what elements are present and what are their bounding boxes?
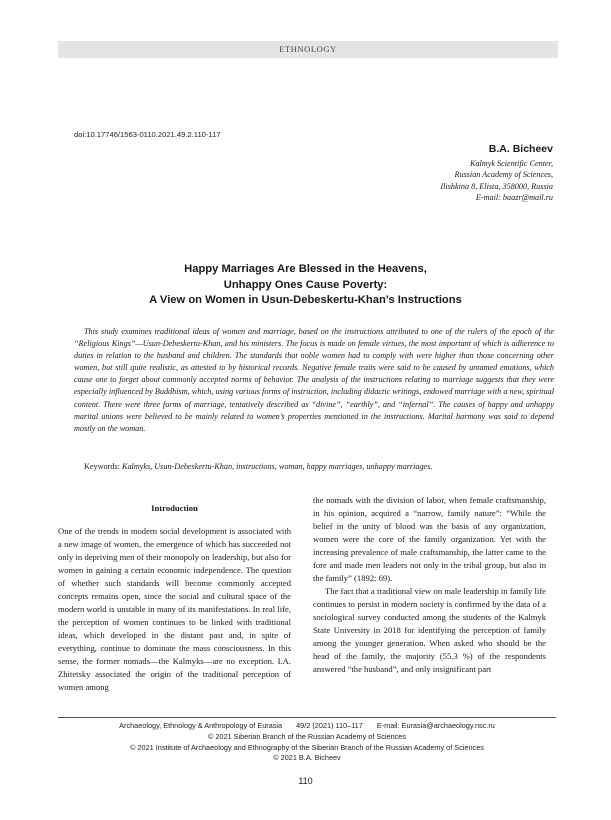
keywords-label: Keywords:: [84, 462, 120, 471]
body-paragraph: the nomads with the division of labor, when female craftsmanship, in his opinion, acquired a “narrow, family nature”: “While the belief in the unity of blood was the basis of any organization, women were the core of the family organization. Yet with the increasing prevalence of male craftsmanship, the latter came to the fore and made men leaders not only in the tribal group, but also in the family” (1892: 69).: [313, 495, 546, 583]
left-column: [58, 494, 291, 694]
title-line: Happy Marriages Are Blessed in the Heavens,: [184, 263, 427, 275]
copyright-line: © 2021 B.A. Bicheev: [273, 753, 341, 763]
footer-divider: [58, 717, 556, 718]
affiliation-line: Kalmyk Scientific Center,: [470, 159, 553, 168]
footer: [58, 721, 556, 764]
title-line: Unhappy Ones Cause Poverty:: [223, 278, 388, 291]
abstract: This study examines traditional ideas of women and marriage, based on the instructions attributed to one of the rulers of the epoch of the “Religious Kings”—Usun-Debeskertu-Khan, and his ministers. The focus is made on female virtues, the most important of which is adherence to duties in relation to the husband and children. The standards that noble women had to comply with were higher than those concerning other women, but still quite realistic, as attested to by historical records. Negative female traits were said to be caused by untamed emotions, which cause one to forget about commonly accepted norms of behavior. The analysis of the instructions relating to marriage suggests that they were especially influenced by Buddhism, which, using various forms of instruction, including didactic writings, endowed marriage with a new, spiritual content. There were three forms of marriage, tentatively described as “divine”, “earthly”, and “infernal”. The causes of happy and unhappy marital unions were believed to be mainly related to women’s properties mentioned in the instructions. Marital harmony was said to depend mostly on the woman.: [74, 327, 554, 433]
footer-journal-line: [58, 721, 556, 732]
running-head: ETHNOLOGY: [58, 41, 558, 58]
page-number: 110: [298, 776, 313, 786]
journal-email[interactable]: E-mail: Eurasia@archaeology.nsc.ru: [376, 721, 495, 730]
body-paragraph: One of the trends in modern social development is associated with a new image of women, the emergence of which has succeeded not only in depriving men of their monopoly on leadership, but also for women in gaining a certain economic independence. The question of whether such standards will become commonly accepted concepts remains open, since the social and cultural space of the modern world is unstable in many of its manifestations. In real life, the perception of women continues to be linked with traditional ideas, which developed in the distant past and, in spite of everything, continue to dominate the mass consciousness. In this sense, the former nomads—the Kalmyks—are no exception. I.A. Zhitetsky associated the origin of the traditional perception of women among: [58, 526, 291, 692]
right-column: [313, 494, 546, 676]
doi-link[interactable]: doi:10.17746/1563-0110.2021.49.2.110-117: [74, 130, 221, 139]
author-name: B.A. Bicheev: [488, 143, 553, 155]
article-title: [58, 262, 553, 309]
affiliation-line: Russian Academy of Sciences,: [454, 170, 553, 180]
journal-issue: 49/2 (2021) 110–117: [296, 721, 363, 730]
section-heading: Introduction: [151, 503, 198, 513]
author-block: [440, 143, 553, 204]
author-email[interactable]: E-mail: baazr@mail.ru: [475, 193, 553, 203]
body-paragraph: The fact that a traditional view on male leadership in family life continues to persist in modern society is confirmed by the data of a sociological survey conducted among the students of the Kalmyk State University in 2018 for identifying the perception of family among the younger generation. When asked who should be the head of the family, the majority (55.3 %) of the respondents answered “the husband”, and only insignificant part: [313, 586, 546, 674]
keywords-values: Kalmyks, Usun-Debeskertu-Khan, instructions, woman, happy marriages, unhappy marriages.: [121, 462, 433, 471]
keywords: [84, 461, 554, 473]
copyright-line: © 2021 Institute of Archaeology and Ethnography of the Siberian Branch of the Russian Academy of Sciences: [130, 742, 484, 752]
title-line: A View on Women in Usun-Debeskertu-Khan’s Instructions: [149, 294, 462, 307]
affiliation-line: Ilishkina 8, Elista, 358000, Russia: [440, 181, 553, 191]
journal-name: Archaeology, Ethnology & Anthropology of Eurasia: [119, 721, 283, 730]
copyright-line: © 2021 Siberian Branch of the Russian Academy of Sciences: [207, 731, 407, 741]
